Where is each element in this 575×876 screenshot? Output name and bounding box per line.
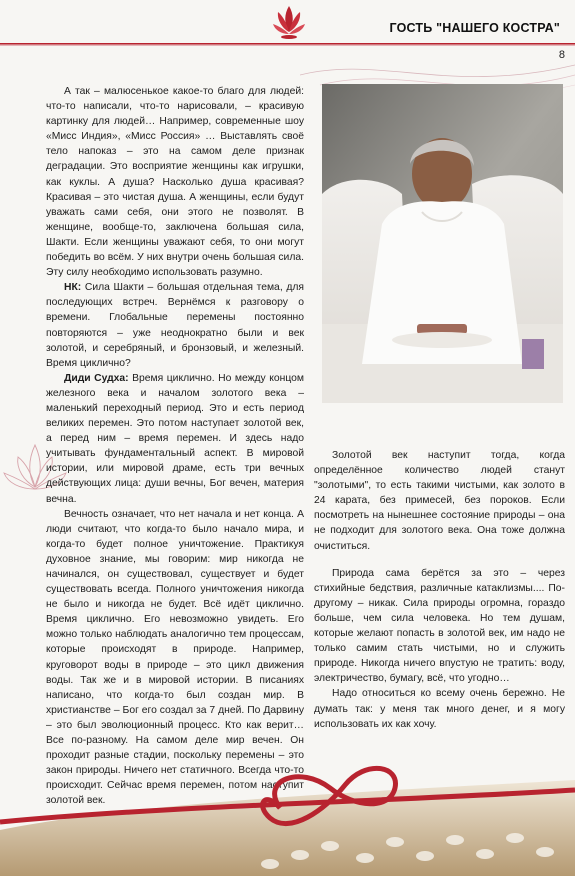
lotus-logo-icon	[272, 4, 306, 44]
paragraph: Вечность означает, что нет начала и нет конца. А люди считают, что когда-то было начало мира, и когда-то будет полное уничтожение. Практикуя духовное знание, мы говорим: мир никогда не начинался, он существовал, существует и будет существовать всегда. Полного уничтожения никогда не было и никогда не будет. Всё идёт циклично. Время циклично. Его невозможно увидеть. Его можно только наблюдать аналогично тем процессам, которые происходят в природе. Например, круговорот воды в природе – это цикл движения воды. Так же и в мировой истории. В писаниях написано, что когда-то был создан мир. В христианстве – Бог его создал за 7 дней. По Дарвину – это был эволюционный процесс. Кто как верит… Все по-разному. На самом деле мир вечен. Он проходит разные стадии, поскольку перемены – это закон природы. Ничего нет статичного. Всегда что-то происходит. Сейчас время перемен, потом наступит золотой век.	[46, 508, 304, 807]
paragraph: А так – малюсенькое какое-то благо для людей: что-то написали, что-то нарисовали, – красивую картинку для людей… Например, современные шоу «Мисс Индия», «Мисс Россия» … Выставлять своё тело напоказ – это на самом деле признак деградации. Это восприятие женщины как игрушки, как куклы. А душа? Насколько душа красивая? Красивая – это чистая душа. А женщины, если будут уважать сами себя, они этого не позволят. В женщине, вообще-то, заключена большая сила, Шакти. Если женщины уважают себя, то они могут победить во всём. У них внутри очень большая сила. Эту силу необходимо использовать разумно.	[46, 86, 304, 279]
speaker-text: Сила Шакти – большая отдельная тема, для последующих встреч. Вернёмся к разговору о времени. Глобальные перемены постоянно повторяются – уже неоднократно были и век золотой, и серебряный, и бронзовый, и железный. Время циклично?	[46, 282, 304, 369]
bottom-decoration-band	[0, 760, 575, 876]
portrait-photo	[322, 84, 563, 403]
paragraph: Надо относиться ко всему очень бережно. Не думать так: у меня так много денег, и я могу использовать их как хочу.	[314, 688, 565, 730]
section-title: ГОСТЬ "НАШЕГО КОСТРА"	[389, 21, 560, 35]
paragraph-guest	[46, 371, 304, 507]
speaker-label: НК:	[64, 282, 82, 294]
speaker-text: Время циклично. Но между концом железного века и началом золотого века – маленький переходный период. Это и есть период великих перемен. Это потом наступает золотой век, а перед ним – время перемен. И здесь надо учитывать фундаментальный аспект. В мировой истории, или мировой драме, есть три вечных действующих лица: души вечны, Бог вечен, материя вечна.	[46, 372, 305, 505]
page-number: 8	[558, 49, 565, 61]
paragraph: Золотой век наступит тогда, когда определённое количество людей станут "золотыми", то есть такими чистыми, как золото в 24 карата, без примесей, без пороков. Если посмотреть на нынешнее состояние природы – она не подходит для золотого века. Она тоже должна очиститься.	[314, 450, 565, 552]
left-text-column	[46, 84, 304, 809]
paragraph-interviewer	[46, 280, 304, 371]
speaker-label: Диди Судха:	[64, 372, 129, 384]
paragraph: Природа сама берётся за это – через стихийные бедствия, различные катаклизмы.... По-другому – никак. Сила природы огромна, гораздо больше, чем сила человека. Но тем душам, которые желают попасть в золотой век, им надо не только самим стать чистыми, но и служить природе. Никогда ничего впустую не тратить: воду, электричество, бумагу, всё, что угодно…	[314, 567, 565, 685]
right-text-column	[314, 448, 565, 732]
